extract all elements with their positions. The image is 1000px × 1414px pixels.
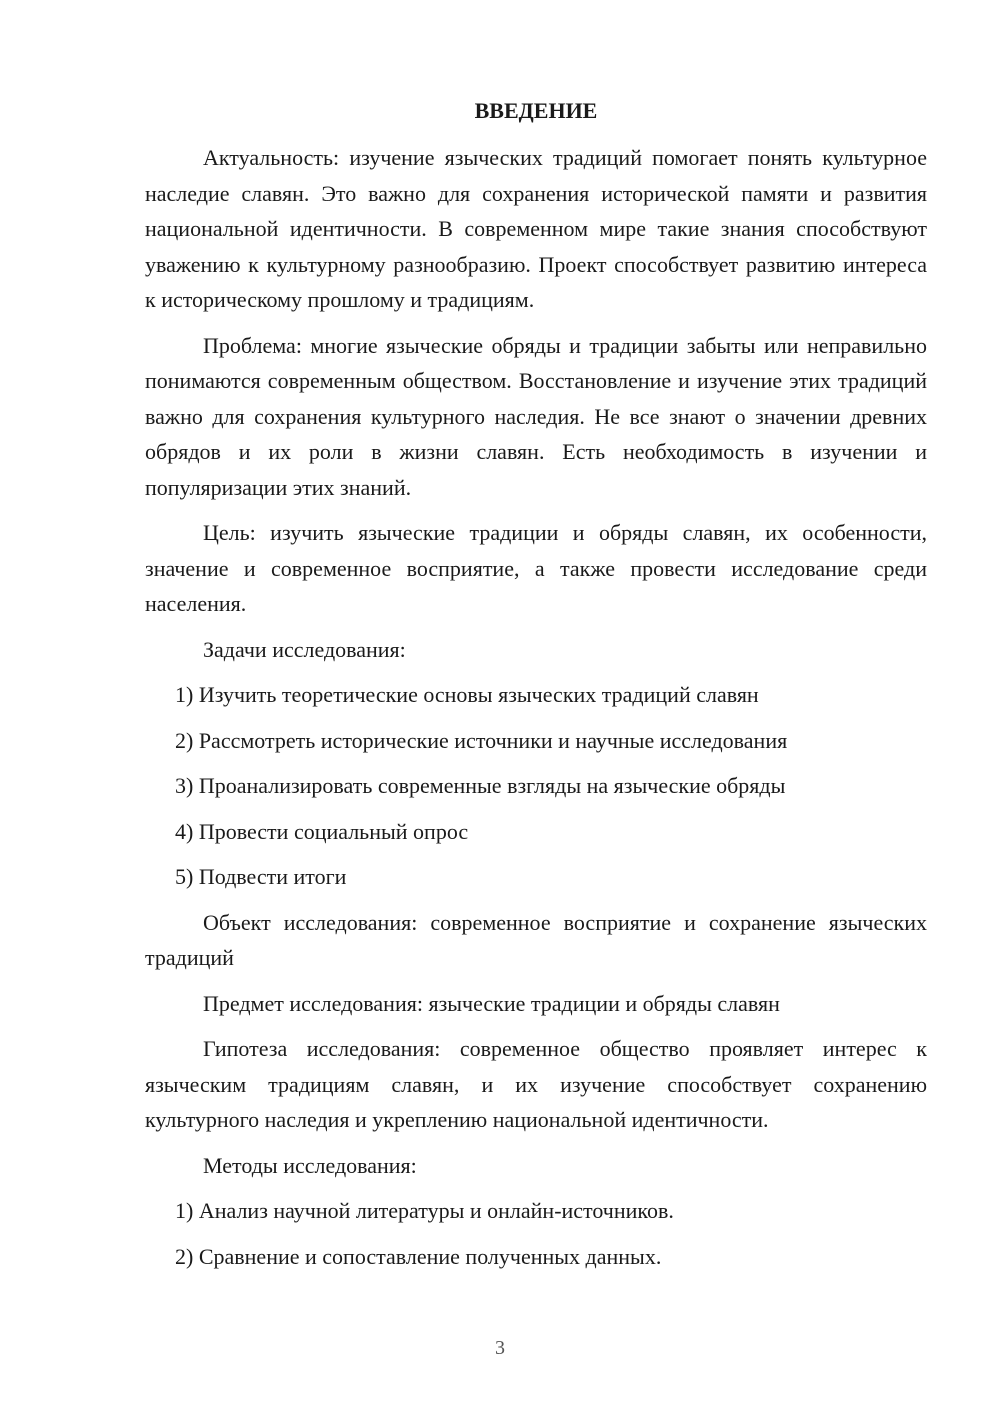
paragraph-subject: Предмет исследования: языческие традиции и обряды славян	[203, 990, 780, 1016]
paragraph-object: Объект исследования: современное восприятие и сохранение языческих традиций	[145, 909, 927, 970]
task-item-3: 3) Проанализировать современные взгляды на языческие обряды	[175, 773, 786, 798]
method-item-2: 2) Сравнение и сопоставление полученных данных.	[175, 1243, 662, 1269]
task-item-2: 2) Рассмотреть исторические источники и научные исследования	[175, 727, 788, 753]
method-item-1: 1) Анализ научной литературы и онлайн-источников.	[175, 1198, 674, 1223]
paragraph-hypothesis: Гипотеза исследования: современное общество проявляет интерес к языческим традициям славян, и их изучение способствует сохранению культурного наследия и укреплению национальной идентичности.	[145, 1036, 927, 1132]
task-item-4: 4) Провести социальный опрос	[175, 818, 469, 844]
task-item-5: 5) Подвести итоги	[175, 864, 347, 889]
paragraph-goal: Цель: изучить языческие традиции и обряды славян, их особенности, значение и современное восприятие, а также провести исследование среди населения.	[145, 520, 927, 616]
document-body	[145, 140, 927, 1284]
tasks-heading: Задачи исследования:	[203, 636, 406, 662]
paragraph-problem: Проблема: многие языческие обряды и традиции забыты или неправильно понимаются современным обществом. Восстановление и изучение этих традиций важно для сохранения культурного наследия. Не все знают о значении древних обрядов и их роли в жизни славян. Есть необходимость в изучении и популяризации этих знаний.	[145, 332, 927, 500]
paragraph-relevance: Актуальность: изучение языческих традиций помогает понять культурное наследие славян. Это важно для сохранения исторической памяти и развития национальной идентичности. В современном мире такие знания способствуют уважению к культурному разнообразию. Проект способствует развитию интереса к историческому прошлому и традициям.	[145, 145, 927, 312]
task-item-1: 1) Изучить теоретические основы языческих традиций славян	[175, 682, 759, 707]
section-title: ВВЕДЕНИЕ	[474, 98, 598, 123]
page-number: 3	[495, 1337, 505, 1359]
methods-heading: Методы исследования:	[203, 1152, 417, 1178]
